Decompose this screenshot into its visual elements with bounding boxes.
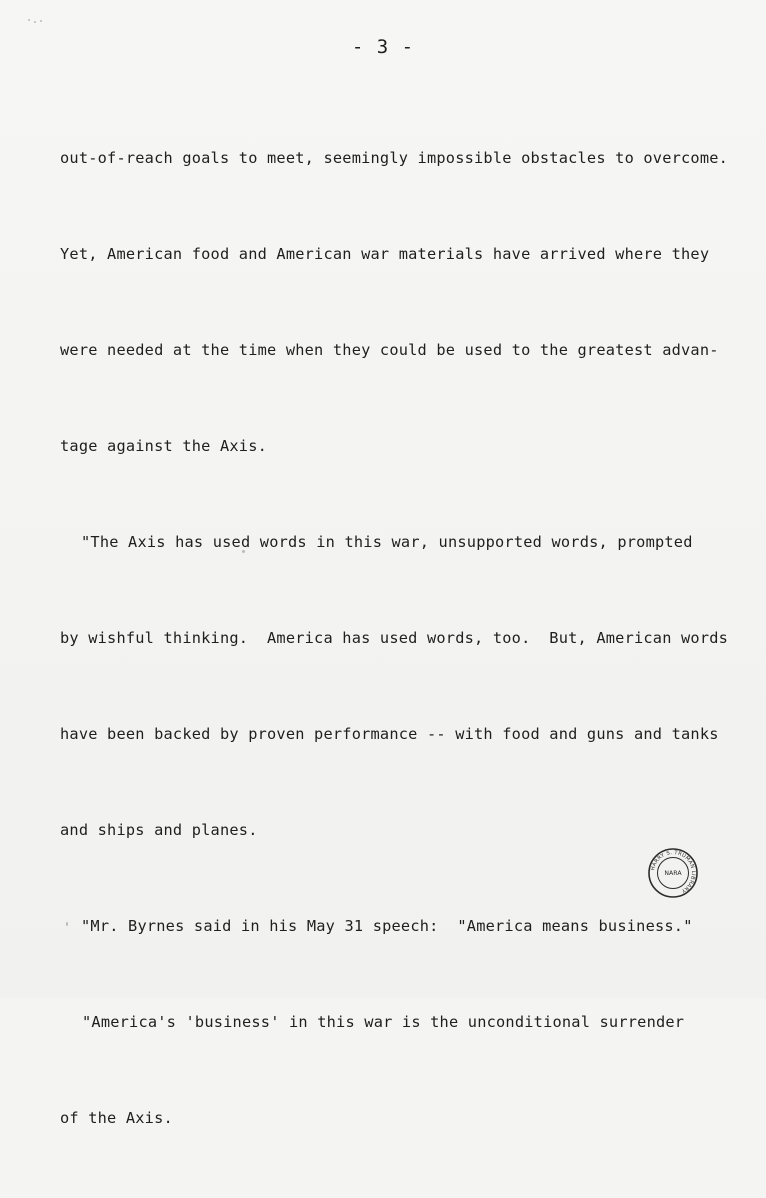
body-line-11: of the Axis.: [60, 1109, 173, 1127]
svg-text:NARA: NARA: [664, 870, 682, 877]
paper-speck: [40, 20, 42, 22]
body-line-8: and ships and planes.: [60, 821, 258, 839]
body-line-1: out-of-reach goals to meet, seemingly impossible obstacles to overcome.: [60, 149, 729, 167]
body-line-5: "The Axis has used words in this war, unsupported words, prompted: [81, 533, 693, 551]
body-line-2: Yet, American food and American war materials have arrived where they: [60, 245, 710, 263]
body-line-4: tage against the Axis.: [60, 437, 268, 455]
body-line-9: "Mr. Byrnes said in his May 31 speech: "America means business.": [81, 917, 693, 935]
svg-text:HARRY S. TRUMAN LIBRARY: HARRY S. TRUMAN LIBRARY: [650, 849, 697, 894]
document-body: [60, 78, 750, 1198]
paper-speck: [28, 19, 30, 21]
paper-speck: [34, 21, 36, 23]
archive-stamp: [646, 846, 700, 900]
paper-speck: [242, 550, 245, 553]
paper-speck: [66, 922, 68, 926]
page-number: - 3 -: [351, 36, 415, 58]
body-line-10: "America's 'business' in this war is the unconditional surrender: [82, 1013, 685, 1031]
body-line-3: were needed at the time when they could be used to the greatest advan-: [60, 341, 719, 359]
body-line-7: have been backed by proven performance -- with food and guns and tanks: [60, 725, 719, 743]
body-line-6: by wishful thinking. America has used words, too. But, American words: [60, 629, 729, 647]
